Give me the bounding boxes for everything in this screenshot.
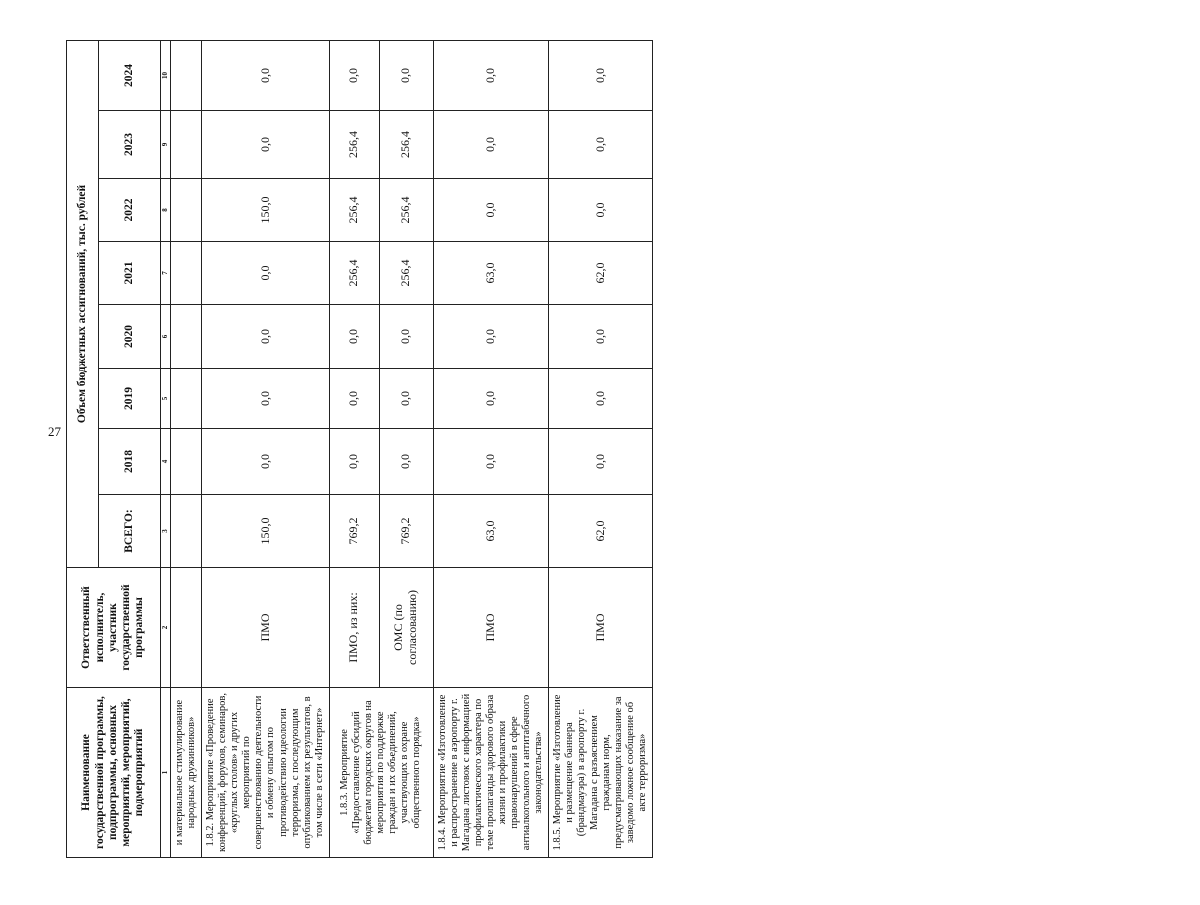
row-executor: ПМО [433, 568, 549, 688]
budget-table [66, 40, 653, 858]
table-row: ОМС (по согласованию) 769,2 0,0 0,0 0,0 256,4 256,4 256,4 0,0 [379, 41, 433, 858]
row-total: 769,2 [379, 495, 433, 568]
header-year: 2019 [99, 369, 161, 429]
row-name: 1.8.2. Мероприятие «Проведение конференций, форумов, семинаров, «круглых столов» и других мероприятий по совершенствованию деятельности и обмену опытом по противодействию идеологии терроризма, с последующим опубликованием их результатов, в том числе в сети «Интернет» [202, 688, 330, 858]
column-index: 7 [161, 242, 171, 305]
row-total: 62,0 [549, 495, 653, 568]
column-index: 2 [161, 568, 171, 688]
column-index: 6 [161, 305, 171, 369]
row-total: 769,2 [329, 495, 379, 568]
table-row: 1.8.4. Мероприятие «Изготовление и распространение в аэропорту г. Магадана листовок с информацией профилактического характера по теме пропаганды здорового образа жизни и профилактики правонарушений в сфере антиалкогольного и антитабачного законодательства» ПМО 63,0 0,0 0,0 0,0 63,0 0,0 0,0 0,0 [433, 41, 549, 858]
rotated-page [66, 41, 648, 858]
header-year: 2021 [99, 242, 161, 305]
row-total: 150,0 [202, 495, 330, 568]
row-executor: ПМО, из них: [329, 568, 379, 688]
header-year: 2018 [99, 429, 161, 495]
column-index: 3 [161, 495, 171, 568]
table-row: 1.8.2. Мероприятие «Проведение конференций, форумов, семинаров, «круглых столов» и других мероприятий по совершенствованию деятельности и обмену опытом по противодействию идеологии терроризма, с последующим опубликованием их результатов, в том числе в сети «Интернет» ПМО 150,0 0,0 0,0 0,0 0,0 150,0 0,0 0,0 [202, 41, 330, 858]
column-index: 10 [161, 41, 171, 111]
row-total: 63,0 [433, 495, 549, 568]
header-budget: Объем бюджетных ассигнований, тыс. рублей [67, 41, 99, 568]
column-index: 8 [161, 179, 171, 242]
header-name: Наименование государственной программы, подпрограммы, основных мероприятий, мероприятий, подмероприятий [67, 688, 161, 858]
header-year: 2022 [99, 179, 161, 242]
header-executor: Ответственный исполнитель, участник государственной программы [67, 568, 161, 688]
row-executor: ПМО [549, 568, 653, 688]
header-year: 2020 [99, 305, 161, 369]
table-row [171, 41, 202, 858]
header-total: ВСЕГО: [99, 495, 161, 568]
row-name: 1.8.3. Мероприятие «Предоставление субсидий бюджетам городских округов на мероприятия по поддержке граждан и их объединений, участвующих в охране общественного порядка» [329, 688, 433, 858]
page-number: 27 [48, 424, 61, 439]
table-row: 1.8.3. Мероприятие «Предоставление субсидий бюджетам городских округов на мероприятия по поддержке граждан и их объединений, участвующих в охране общественного порядка» ПМО, из них: 769,2 0,0 0,0 0,0 256,4 256,4 256,4 0,0 [329, 41, 379, 858]
header-year: 2023 [99, 111, 161, 179]
header-year: 2024 [99, 41, 161, 111]
column-index: 5 [161, 369, 171, 429]
column-index: 4 [161, 429, 171, 495]
row-name: и материальное стимулирование народных дружинников» [171, 688, 202, 858]
column-index: 9 [161, 111, 171, 179]
row-name: 1.8.4. Мероприятие «Изготовление и распространение в аэропорту г. Магадана листовок с информацией профилактического характера по теме пропаганды здорового образа жизни и профилактики правонарушений в сфере антиалкогольного и антитабачного законодательства» [433, 688, 549, 858]
row-executor: ПМО [202, 568, 330, 688]
table-row: 1.8.5. Мероприятие «Изготовление и размещение баннера (брандмауэра) в аэропорту г. Магадана с разъяснением гражданам норм, предусматривающих наказание за заведомо ложное сообщение об акте терроризма» ПМО 62,0 0,0 0,0 0,0 62,0 0,0 0,0 0,0 [549, 41, 653, 858]
row-executor: ОМС (по согласованию) [379, 568, 433, 688]
column-index: 1 [161, 688, 171, 858]
row-name: 1.8.5. Мероприятие «Изготовление и размещение баннера (брандмауэра) в аэропорту г. Магадана с разъяснением гражданам норм, предусматривающих наказание за заведомо ложное сообщение об акте терроризма» [549, 688, 653, 858]
